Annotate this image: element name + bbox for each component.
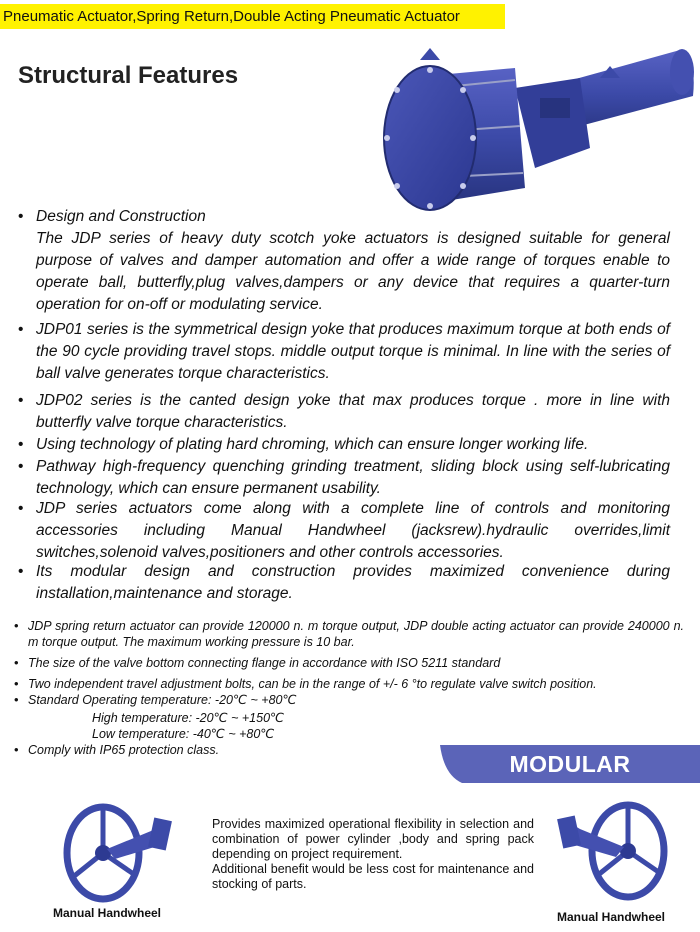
spec-text: Two independent travel adjustment bolts, can be in the range of +/- 6 °to regulate valve switch position. [28, 677, 597, 691]
bullet-dot: • [18, 458, 24, 475]
bullet-item [18, 561, 670, 605]
bullet-item [18, 390, 670, 434]
cylinder-end-cap [670, 49, 694, 95]
handwheel-left-image [55, 795, 175, 907]
caption-right: Manual Handwheel [557, 910, 666, 924]
spec-item [14, 655, 684, 671]
bullet-item [18, 434, 670, 456]
bullet-dot: • [18, 563, 24, 580]
body-window [540, 98, 570, 118]
lifting-lug [420, 48, 440, 60]
bullet-dot: • [14, 655, 19, 670]
bullet-dot: • [18, 500, 24, 517]
handwheel-hub [95, 845, 111, 861]
bullet-text: JDP01 series is the symmetrical design yoke that produces maximum torque at both ends of the 90 cycle providing travel stops. middle output torque is minimal. In line with the series of ball valve generates torque characteristics. [36, 321, 670, 382]
bullet-text: Using technology of plating hard chroming, which can ensure longer working life. [36, 436, 589, 453]
modular-paragraph-2: Additional benefit would be less cost for maintenance and stocking of parts. [212, 862, 534, 891]
bullet-text: Its modular design and construction provides maximized convenience during installation,maintenance and storage. [36, 563, 670, 602]
section-title: Structural Features [18, 62, 239, 89]
modular-label: MODULAR [509, 751, 631, 777]
bullet-item [18, 319, 670, 385]
bullet-dot: • [14, 676, 19, 691]
bullet-item [18, 498, 670, 564]
low-temperature: Low temperature: -40℃ ~ +80℃ [92, 727, 275, 741]
spec-text: Comply with IP65 protection class. [28, 743, 220, 757]
spec-item [14, 676, 684, 692]
bullet-item [18, 206, 670, 316]
spec-item [14, 692, 684, 708]
bullet-dot: • [18, 208, 24, 225]
spec-text: JDP spring return actuator can provide 120000 n. m torque output, JDP double acting actuator can provide 240000 n. m torque output. The maximum working pressure is 10 bar. [28, 619, 684, 649]
handwheel-hub [620, 843, 636, 859]
actuator-illustration [375, 38, 700, 218]
spec-text: The size of the valve bottom connecting flange in accordance with ISO 5211 standard [28, 656, 501, 670]
modular-description [212, 817, 534, 892]
bullet-text: Design and Construction The JDP series of heavy duty scotch yoke actuators is designed suitable for general purpose of valves and damper automation and offer a wide range of torques enable to operate ball, butterfly,plug valves,dampers or any device that requires a quarter-turn operation for on-off or modulating service. [36, 208, 670, 313]
bullet-item [18, 456, 670, 500]
handwheel-right-image [550, 795, 680, 907]
header-banner [0, 4, 505, 29]
handwheel-flange [148, 817, 172, 850]
bullet-dot: • [18, 321, 24, 338]
bullet-dot: • [14, 618, 19, 633]
bullet-text: JDP series actuators come along with a complete line of controls and monitoring accessories including Manual Handwheel (jacksrew).hydraulic overrides,limit switches,solenoid valves,positioners and other controls accessories. [36, 500, 670, 561]
bullet-dot: • [14, 692, 19, 707]
caption-left: Manual Handwheel [53, 906, 162, 920]
spec-text: Standard Operating temperature: -20℃ ~ +80℃ [28, 693, 297, 707]
bullet-text: Pathway high-frequency quenching grinding treatment, sliding block using self-lubricating technology, which can ensure permanent usability. [36, 458, 670, 497]
handwheel-flange [557, 815, 581, 848]
yoke-body [515, 78, 590, 168]
bullet-dot: • [18, 436, 24, 453]
header-title: Pneumatic Actuator,Spring Return,Double Acting Pneumatic Actuator [3, 8, 460, 25]
spec-item [14, 618, 684, 650]
bullet-text: JDP02 series is the canted design yoke that max produces torque . more in line with butterfly valve torque characteristics. [36, 392, 670, 431]
bullet-dot: • [14, 742, 19, 757]
bullet-dot: • [18, 392, 24, 409]
high-temperature: High temperature: -20℃ ~ +150℃ [92, 711, 285, 725]
modular-paragraph-1: Provides maximized operational flexibility in selection and combination of power cylinder ,body and spring pack depending on project requirement. [212, 817, 534, 861]
